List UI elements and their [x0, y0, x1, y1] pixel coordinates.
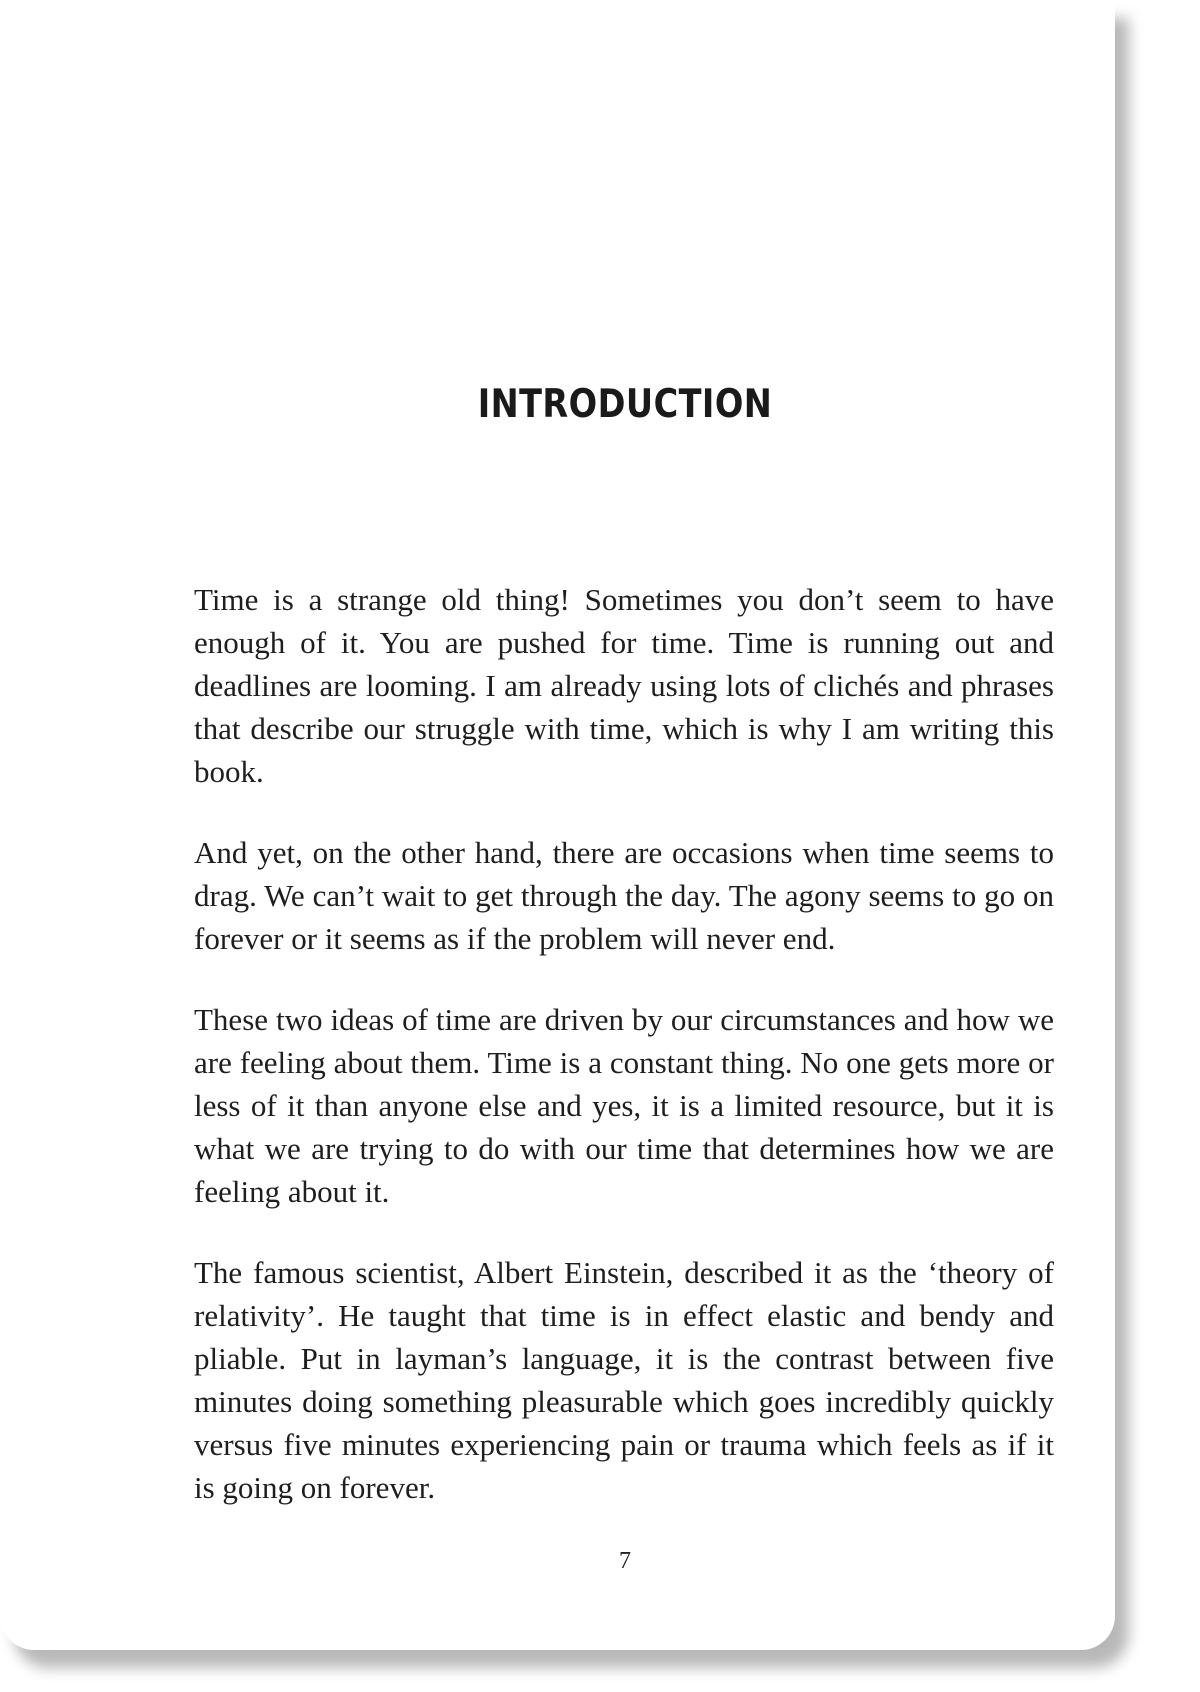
paragraph: These two ideas of time are driven by our circumstances and how we are feeling about them. Time is a constant thing. No one gets more or less of it than anyone else and yes, it is a limited resource, but it is what we are trying to do with our time that determines how we are feeling about it.	[194, 1002, 1054, 1209]
paragraph: And yet, on the other hand, there are occasions when time seems to drag. We can’t wait to get through the day. The agony seems to go on forever or it seems as if the problem will never end.	[194, 835, 1054, 956]
paragraph: Time is a strange old thing! Sometimes you don’t seem to have enough of it. You are pushed for time. Time is running out and deadlines are looming. I am already using lots of clichés and phrases that describe our struggle with time, which is why I am writing this book.	[194, 582, 1054, 789]
chapter-title: INTRODUCTION	[477, 382, 773, 427]
paragraph: The famous scientist, Albert Einstein, described it as the ‘theory of relativity’. He taught that time is in effect elastic and bendy and pliable. Put in layman’s language, it is the contrast between five minutes doing something pleasurable which goes incredibly quickly versus five minutes experiencing pain or trauma which feels as if it is going on forever.	[194, 1255, 1054, 1505]
body-text	[194, 578, 1054, 1547]
page-number: 7	[619, 1548, 631, 1574]
